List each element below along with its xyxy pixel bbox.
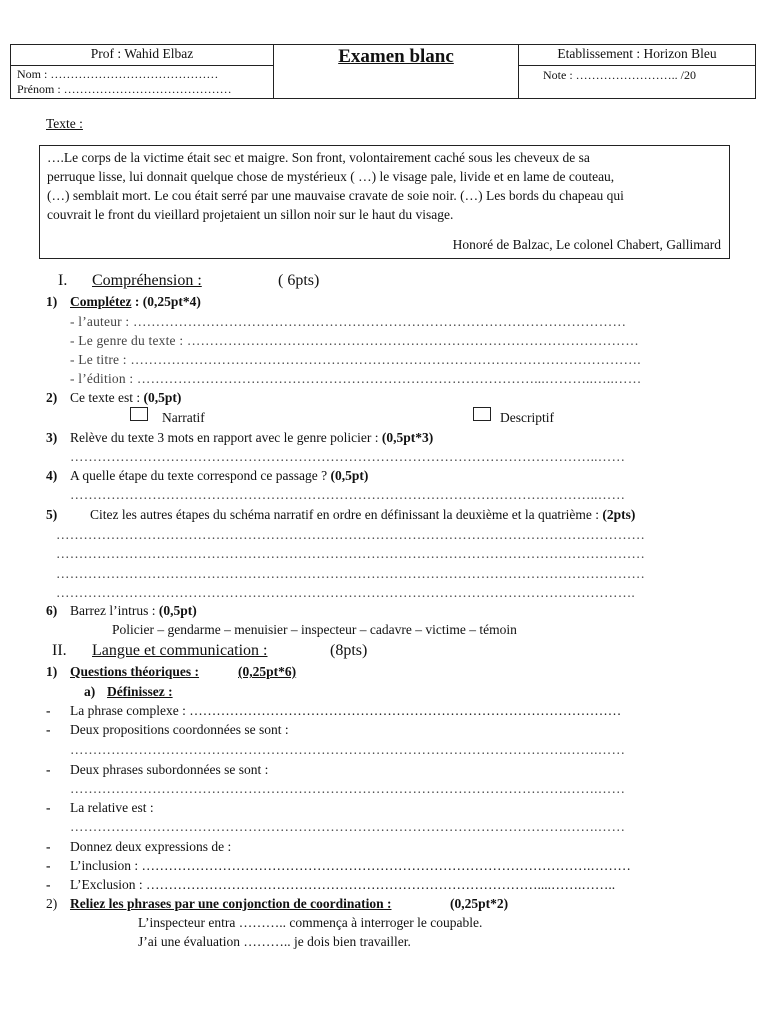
header-left-cell xyxy=(11,45,274,98)
q6-text: Barrez l’intrus : xyxy=(70,603,159,618)
q5-answer-line[interactable]: ………………………………………………………………………………………………………………. xyxy=(56,585,635,600)
bullet: - xyxy=(46,800,51,815)
header-table xyxy=(10,44,756,99)
prenom-field: Prénom : …………………………………… xyxy=(17,82,232,96)
q1-item-auteur[interactable]: - l’auteur : ……………………………………………………………………………………………… xyxy=(70,314,627,329)
q1-points: : (0,25pt*4) xyxy=(131,294,201,309)
part2-title: Langue et communication : xyxy=(92,642,268,659)
nom-field: Nom : …………………………………… xyxy=(17,67,219,81)
etablissement: Etablissement : Horizon Bleu xyxy=(519,45,755,66)
q4-text: A quelle étape du texte correspond ce passage ? xyxy=(70,468,331,483)
bullet: - xyxy=(46,858,51,873)
prof-name: Prof : Wahid Elbaz xyxy=(11,45,273,66)
p2-q1-label: Questions théoriques : xyxy=(70,664,200,679)
texte-line: couvrait le front du vieillard projetaient un sillon noir sur le haut du visage. xyxy=(47,207,454,222)
p2-q2-label: Reliez les phrases par une conjonction de coordination : xyxy=(70,896,392,911)
q4-points: (0,5pt) xyxy=(330,468,369,483)
reliez-line-2[interactable]: J’ai une évaluation ……….. je dois bien travailler. xyxy=(138,934,411,949)
q2-points: (0,5pt) xyxy=(143,390,182,405)
q6-points: (0,5pt) xyxy=(158,603,197,618)
header-center-cell xyxy=(274,45,519,98)
q5-number: 5) xyxy=(46,507,58,522)
part2-points: (8pts) xyxy=(330,642,368,659)
narratif-checkbox[interactable] xyxy=(130,407,148,421)
def-subordonnees: Deux phrases subordonnées se sont : xyxy=(70,762,269,777)
q2-text: Ce texte est : xyxy=(70,390,144,405)
header-right-cell xyxy=(519,45,755,98)
texte-line: ….Le corps de la victime était sec et maigre. Son front, volontairement caché sous les cheveux de sa xyxy=(47,150,590,165)
q5-answer-line[interactable]: ………………………………………………………………………………………………………………… xyxy=(56,566,646,581)
note-field: Note : …………………….. /20 xyxy=(543,68,696,82)
sub-a-label: Définissez : xyxy=(107,684,173,699)
q5-text: Citez les autres étapes du schéma narratif en ordre en définissant la deuxième et la quatrième : xyxy=(90,507,603,522)
q3-number: 3) xyxy=(46,430,58,445)
q2-number: 2) xyxy=(46,390,58,405)
inclusion-field[interactable]: L’inclusion : ……………………………………………………………………………………….……… xyxy=(70,858,631,873)
descriptif-label: Descriptif xyxy=(500,410,554,425)
answer-line[interactable]: ……………………………………………………………………………………………….…….…… xyxy=(70,781,626,796)
exam-title: Examen blanc xyxy=(338,46,454,67)
reliez-line-1[interactable]: L’inspecteur entra ……….. commença à interroger le coupable. xyxy=(138,915,483,930)
texte-label: Texte : xyxy=(46,116,83,131)
p2-q2-points: (0,25pt*2) xyxy=(450,896,509,911)
q3-answer-line[interactable]: ……………………………………………………………………………………………………..…… xyxy=(70,449,626,464)
bullet: - xyxy=(46,839,51,854)
sub-a-number: a) xyxy=(84,684,96,699)
answer-line[interactable]: ……………………………………………………………………………………………….…….…… xyxy=(70,819,626,834)
q1-item-titre[interactable]: - Le titre : …………………………………………………………………………………………………. xyxy=(70,352,641,367)
q4-number: 4) xyxy=(46,468,58,483)
p2-q2-number: 2) xyxy=(46,896,58,911)
part1-title: Compréhension : xyxy=(92,272,202,289)
def-coordonnees: Deux propositions coordonnées se sont : xyxy=(70,722,289,737)
q5-points: (2pts) xyxy=(602,507,636,522)
p2-q1-points: (0,25pt*6) xyxy=(238,664,297,679)
q4-answer-line[interactable]: ……………………………………………………………………………………………………..…… xyxy=(70,487,626,502)
exclusion-field[interactable]: L’Exclusion : ……………………………………………………………………………....…….…….. xyxy=(70,877,616,892)
p2-q1-number: 1) xyxy=(46,664,58,679)
bullet: - xyxy=(46,762,51,777)
q6-words: Policier – gendarme – menuisier – inspecteur – cadavre – victime – témoin xyxy=(112,622,517,637)
part1-numeral: I. xyxy=(58,272,68,289)
q3-points: (0,5pt*3) xyxy=(381,430,434,445)
q5-answer-line[interactable]: ………………………………………………………………………………………………………………… xyxy=(56,546,646,561)
bullet: - xyxy=(46,722,51,737)
descriptif-checkbox[interactable] xyxy=(473,407,491,421)
texte-line: (…) semblait mort. Le cou était serré par une mauvaise cravate de soie noir. (…) Les bords du chapeau qui xyxy=(47,188,624,203)
expressions-prompt: Donnez deux expressions de : xyxy=(70,839,232,854)
q6-number: 6) xyxy=(46,603,58,618)
def-phrase-complexe[interactable]: La phrase complexe : …………………………………………………………………………………… xyxy=(70,703,622,718)
q1-item-genre[interactable]: - Le genre du texte : ……………………………………………………………………………………… xyxy=(70,333,639,348)
part2-numeral: II. xyxy=(52,642,67,659)
texte-line: perruque lisse, lui donnait quelque chose de mystérieux ( …) le visage pale, livide et en lame de couteau, xyxy=(47,169,615,184)
q1-item-edition[interactable]: - l’édition : ……………………………………………………………………………...………..…..…… xyxy=(70,371,642,386)
texte-box xyxy=(39,145,730,259)
answer-line[interactable]: ……………………………………………………………………………………………….…….…… xyxy=(70,742,626,757)
q3-text: Relève du texte 3 mots en rapport avec le genre policier : xyxy=(70,430,382,445)
def-relative: La relative est : xyxy=(70,800,154,815)
bullet: - xyxy=(46,877,51,892)
q1-label: Complétez xyxy=(70,294,132,309)
q1-number: 1) xyxy=(46,294,58,309)
bullet: - xyxy=(46,703,51,718)
narratif-label: Narratif xyxy=(162,410,205,425)
texte-source: Honoré de Balzac, Le colonel Chabert, Gallimard xyxy=(452,237,721,252)
part1-points: ( 6pts) xyxy=(278,272,320,289)
q5-answer-line[interactable]: ………………………………………………………………………………………………………………… xyxy=(56,527,646,542)
